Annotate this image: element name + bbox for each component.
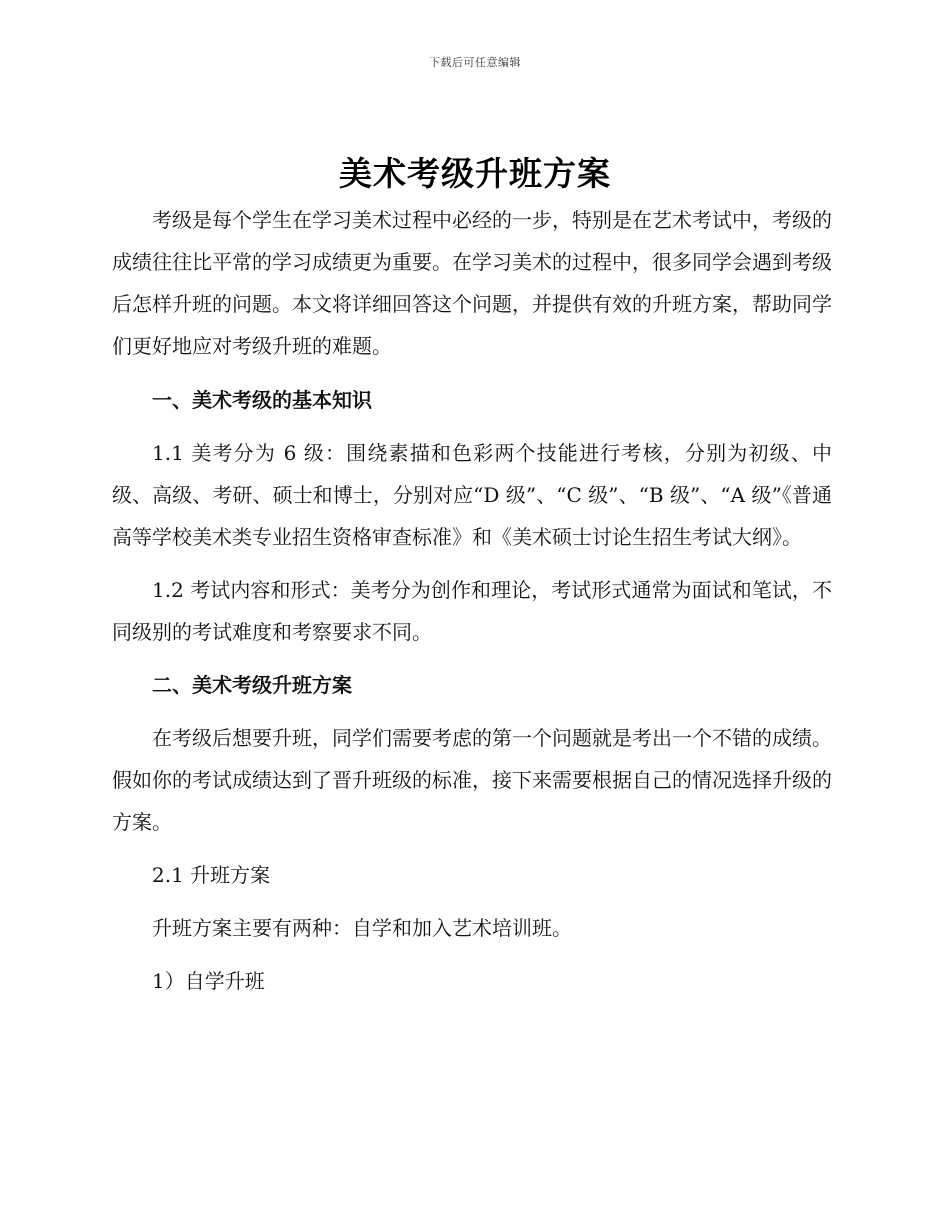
paragraph-exam-format: 1.2 考试内容和形式：美考分为创作和理论，考试形式通常为面试和笔试，不同级别的考试难度和考察要求不同。 xyxy=(112,578,832,644)
paragraph-levels: 1.1 美考分为 6 级：围绕素描和色彩两个技能进行考核，分别为初级、中级、高级、考研、硕士和博士，分别对应“D 级”、“C 级”、“B 级”、“A 级”《普通高等学校美术类专业招生资格审查标准》和《美术硕士讨论生招生考试大纲》。 xyxy=(112,441,832,549)
section-heading-basic-knowledge: 一、美术考级的基本知识 xyxy=(152,388,372,412)
subsection-heading-upgrade-plan: 2.1 升班方案 xyxy=(152,863,271,887)
paragraph-plan-types: 升班方案主要有两种：自学和加入艺术培训班。 xyxy=(152,916,572,940)
intro-paragraph: 考级是每个学生在学习美术过程中必经的一步，特别是在艺术考试中，考级的成绩往往比平常的学习成绩更为重要。在学习美术的过程中，很多同学会遇到考级后怎样升班的问题。本文将详细回答这个问题，并提供有效的升班方案，帮助同学们更好地应对考级升班的难题。 xyxy=(112,208,832,358)
section-heading-upgrade-plan: 二、美术考级升班方案 xyxy=(152,673,352,697)
document-title: 美术考级升班方案 xyxy=(339,154,611,193)
list-item-self-study: 1）自学升班 xyxy=(152,969,265,993)
document-body xyxy=(112,199,832,1002)
header-note: 下载后可任意编辑 xyxy=(429,56,521,69)
paragraph-upgrade-intro: 在考级后想要升班，同学们需要考虑的第一个问题就是考出一个不错的成绩。假如你的考试成绩达到了晋升班级的标准，接下来需要根据自己的情况选择升级的方案。 xyxy=(112,726,832,834)
